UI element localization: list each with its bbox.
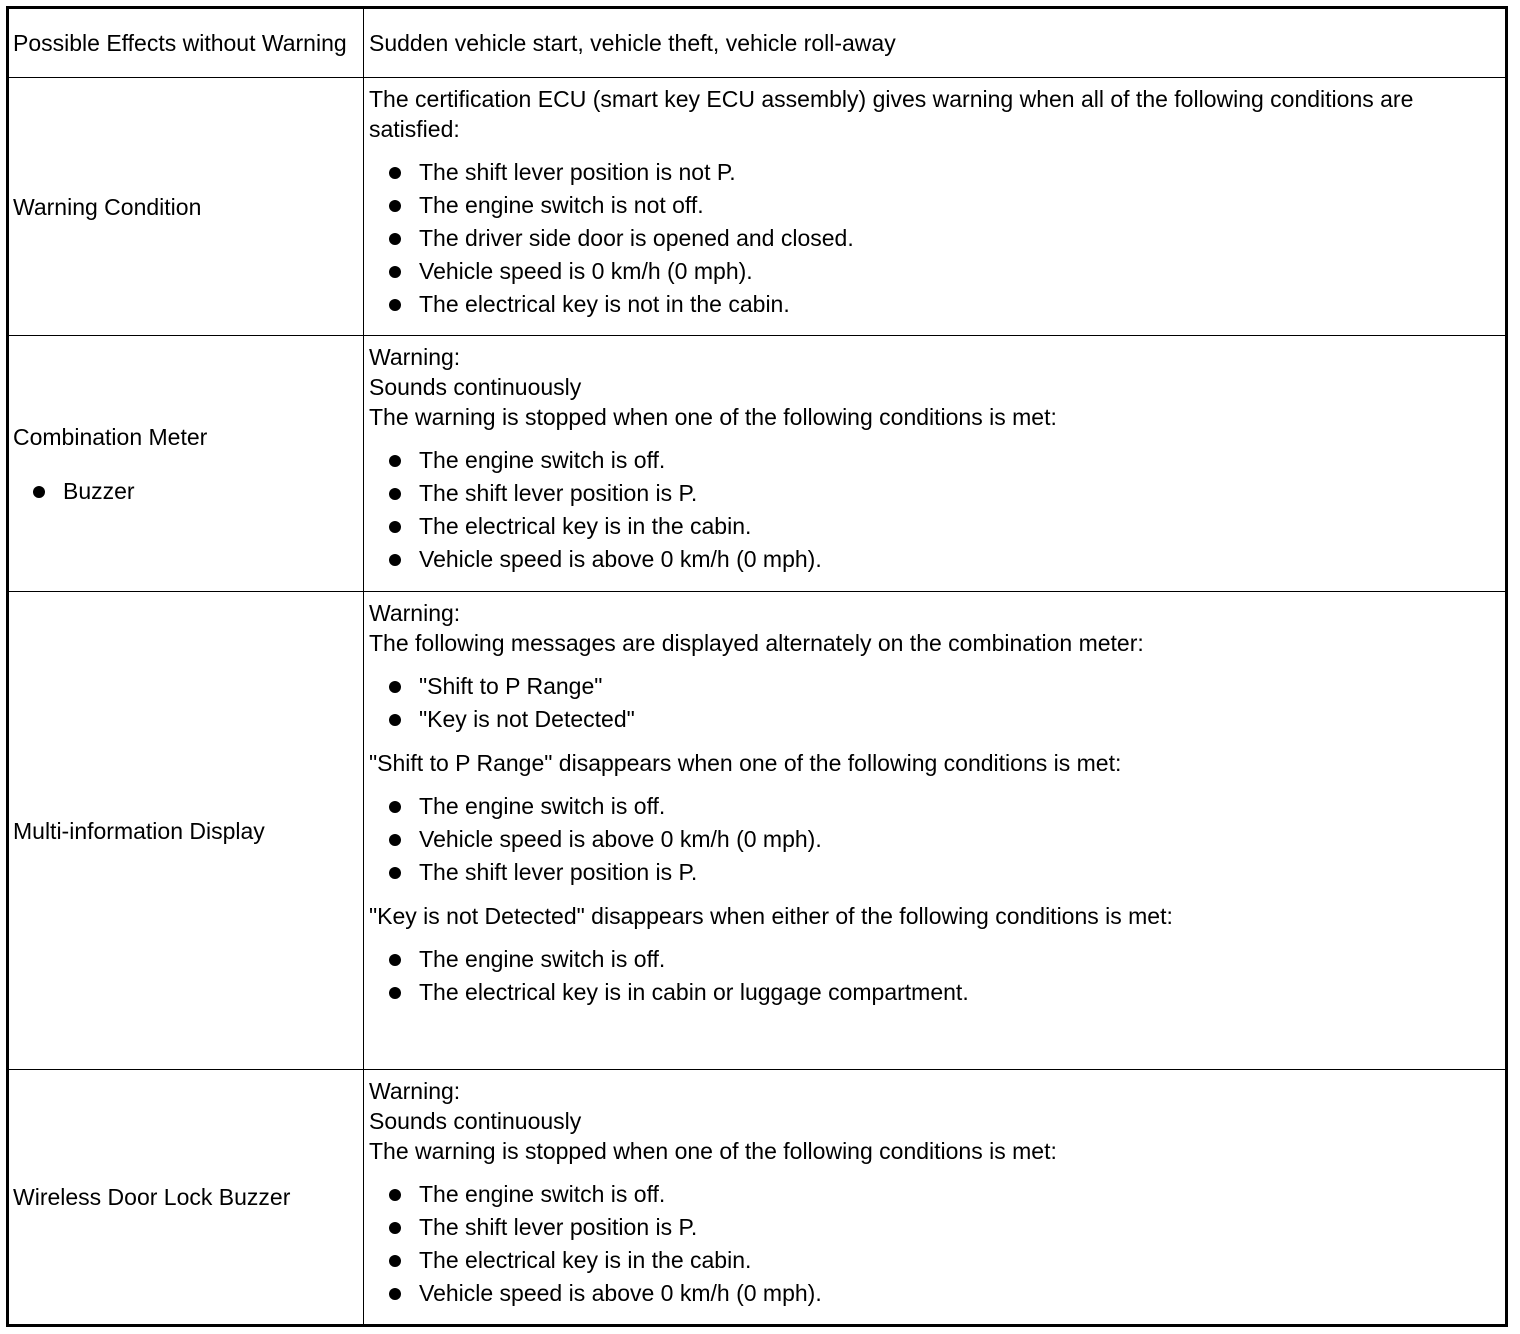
content-line: Warning: xyxy=(369,1078,461,1104)
bullet-icon xyxy=(389,1189,401,1201)
bullet-icon xyxy=(389,233,401,245)
list-item: The engine switch is not off. xyxy=(369,189,1500,222)
content-line: Warning: xyxy=(369,600,461,626)
list-item: Vehicle speed is 0 km/h (0 mph). xyxy=(369,255,1500,288)
content-line: Warning: xyxy=(369,344,461,370)
list-item: Buzzer xyxy=(13,476,358,506)
list-item: The shift lever position is P. xyxy=(369,1211,1500,1244)
list-item: Vehicle speed is above 0 km/h (0 mph). xyxy=(369,543,1500,576)
list-item: "Shift to P Range" xyxy=(369,670,1500,703)
bullet-icon xyxy=(389,801,401,813)
list-item: The driver side door is opened and closed. xyxy=(369,222,1500,255)
content-line: The warning is stopped when one of the following conditions is met: xyxy=(369,1138,1057,1164)
condition-list xyxy=(369,943,1500,1009)
row-label xyxy=(8,336,364,592)
list-item: The shift lever position is not P. xyxy=(369,156,1500,189)
table-row-wireless-door-lock-buzzer xyxy=(8,1070,1507,1326)
bullet-icon xyxy=(389,200,401,212)
row-content xyxy=(364,336,1507,592)
list-item: The engine switch is off. xyxy=(369,444,1500,477)
message-list xyxy=(369,670,1500,736)
list-item: The engine switch is off. xyxy=(369,943,1500,976)
list-item: The shift lever position is P. xyxy=(369,477,1500,510)
row-content xyxy=(364,78,1507,336)
list-item: "Key is not Detected" xyxy=(369,703,1500,736)
bullet-icon xyxy=(389,299,401,311)
row-label: Wireless Door Lock Buzzer xyxy=(8,1070,364,1326)
content-line: "Key is not Detected" disappears when either of the following conditions is met: xyxy=(369,903,1173,929)
row-content xyxy=(364,1070,1507,1326)
bullet-icon xyxy=(389,167,401,179)
table-row-combination-meter xyxy=(8,336,1507,592)
list-item: The electrical key is in cabin or luggage compartment. xyxy=(369,976,1500,1009)
bullet-icon xyxy=(389,521,401,533)
table-row-possible-effects xyxy=(8,8,1507,78)
list-item: The engine switch is off. xyxy=(369,790,1500,823)
condition-list xyxy=(369,1178,1500,1310)
row-label-text: Combination Meter xyxy=(13,423,208,450)
bullet-icon xyxy=(389,455,401,467)
bullet-icon xyxy=(389,867,401,879)
content-line: Sounds continuously xyxy=(369,1108,582,1134)
warning-table xyxy=(6,6,1508,1327)
condition-list xyxy=(369,156,1500,321)
row-content xyxy=(364,592,1507,1070)
list-item: The electrical key is not in the cabin. xyxy=(369,288,1500,321)
bullet-icon xyxy=(389,954,401,966)
row-content: Sudden vehicle start, vehicle theft, vehicle roll-away xyxy=(364,8,1507,78)
bullet-icon xyxy=(389,266,401,278)
list-item: The shift lever position is P. xyxy=(369,856,1500,889)
bullet-icon xyxy=(389,834,401,846)
content-line: The warning is stopped when one of the following conditions is met: xyxy=(369,404,1057,430)
row-label: Multi-information Display xyxy=(8,592,364,1070)
label-sublist xyxy=(13,476,358,506)
bullet-icon xyxy=(389,681,401,693)
condition-list xyxy=(369,444,1500,576)
table-row-multi-information-display xyxy=(8,592,1507,1070)
list-item: The electrical key is in the cabin. xyxy=(369,1244,1500,1277)
condition-list xyxy=(369,790,1500,889)
intro-text: The certification ECU (smart key ECU assembly) gives warning when all of the following conditions are satisfied: xyxy=(369,86,1414,142)
row-label: Warning Condition xyxy=(8,78,364,336)
bullet-icon xyxy=(33,486,45,498)
bullet-icon xyxy=(389,554,401,566)
bullet-icon xyxy=(389,1288,401,1300)
row-label: Possible Effects without Warning xyxy=(8,8,364,78)
bullet-icon xyxy=(389,1222,401,1234)
list-item: The electrical key is in the cabin. xyxy=(369,510,1500,543)
content-line: "Shift to P Range" disappears when one of the following conditions is met: xyxy=(369,750,1122,776)
bullet-icon xyxy=(389,488,401,500)
list-item: Vehicle speed is above 0 km/h (0 mph). xyxy=(369,823,1500,856)
bullet-icon xyxy=(389,1255,401,1267)
content-line: The following messages are displayed alternately on the combination meter: xyxy=(369,630,1144,656)
bullet-icon xyxy=(389,714,401,726)
list-item: The engine switch is off. xyxy=(369,1178,1500,1211)
bullet-icon xyxy=(389,987,401,999)
table-row-warning-condition xyxy=(8,78,1507,336)
content-line: Sounds continuously xyxy=(369,374,582,400)
list-item: Vehicle speed is above 0 km/h (0 mph). xyxy=(369,1277,1500,1310)
